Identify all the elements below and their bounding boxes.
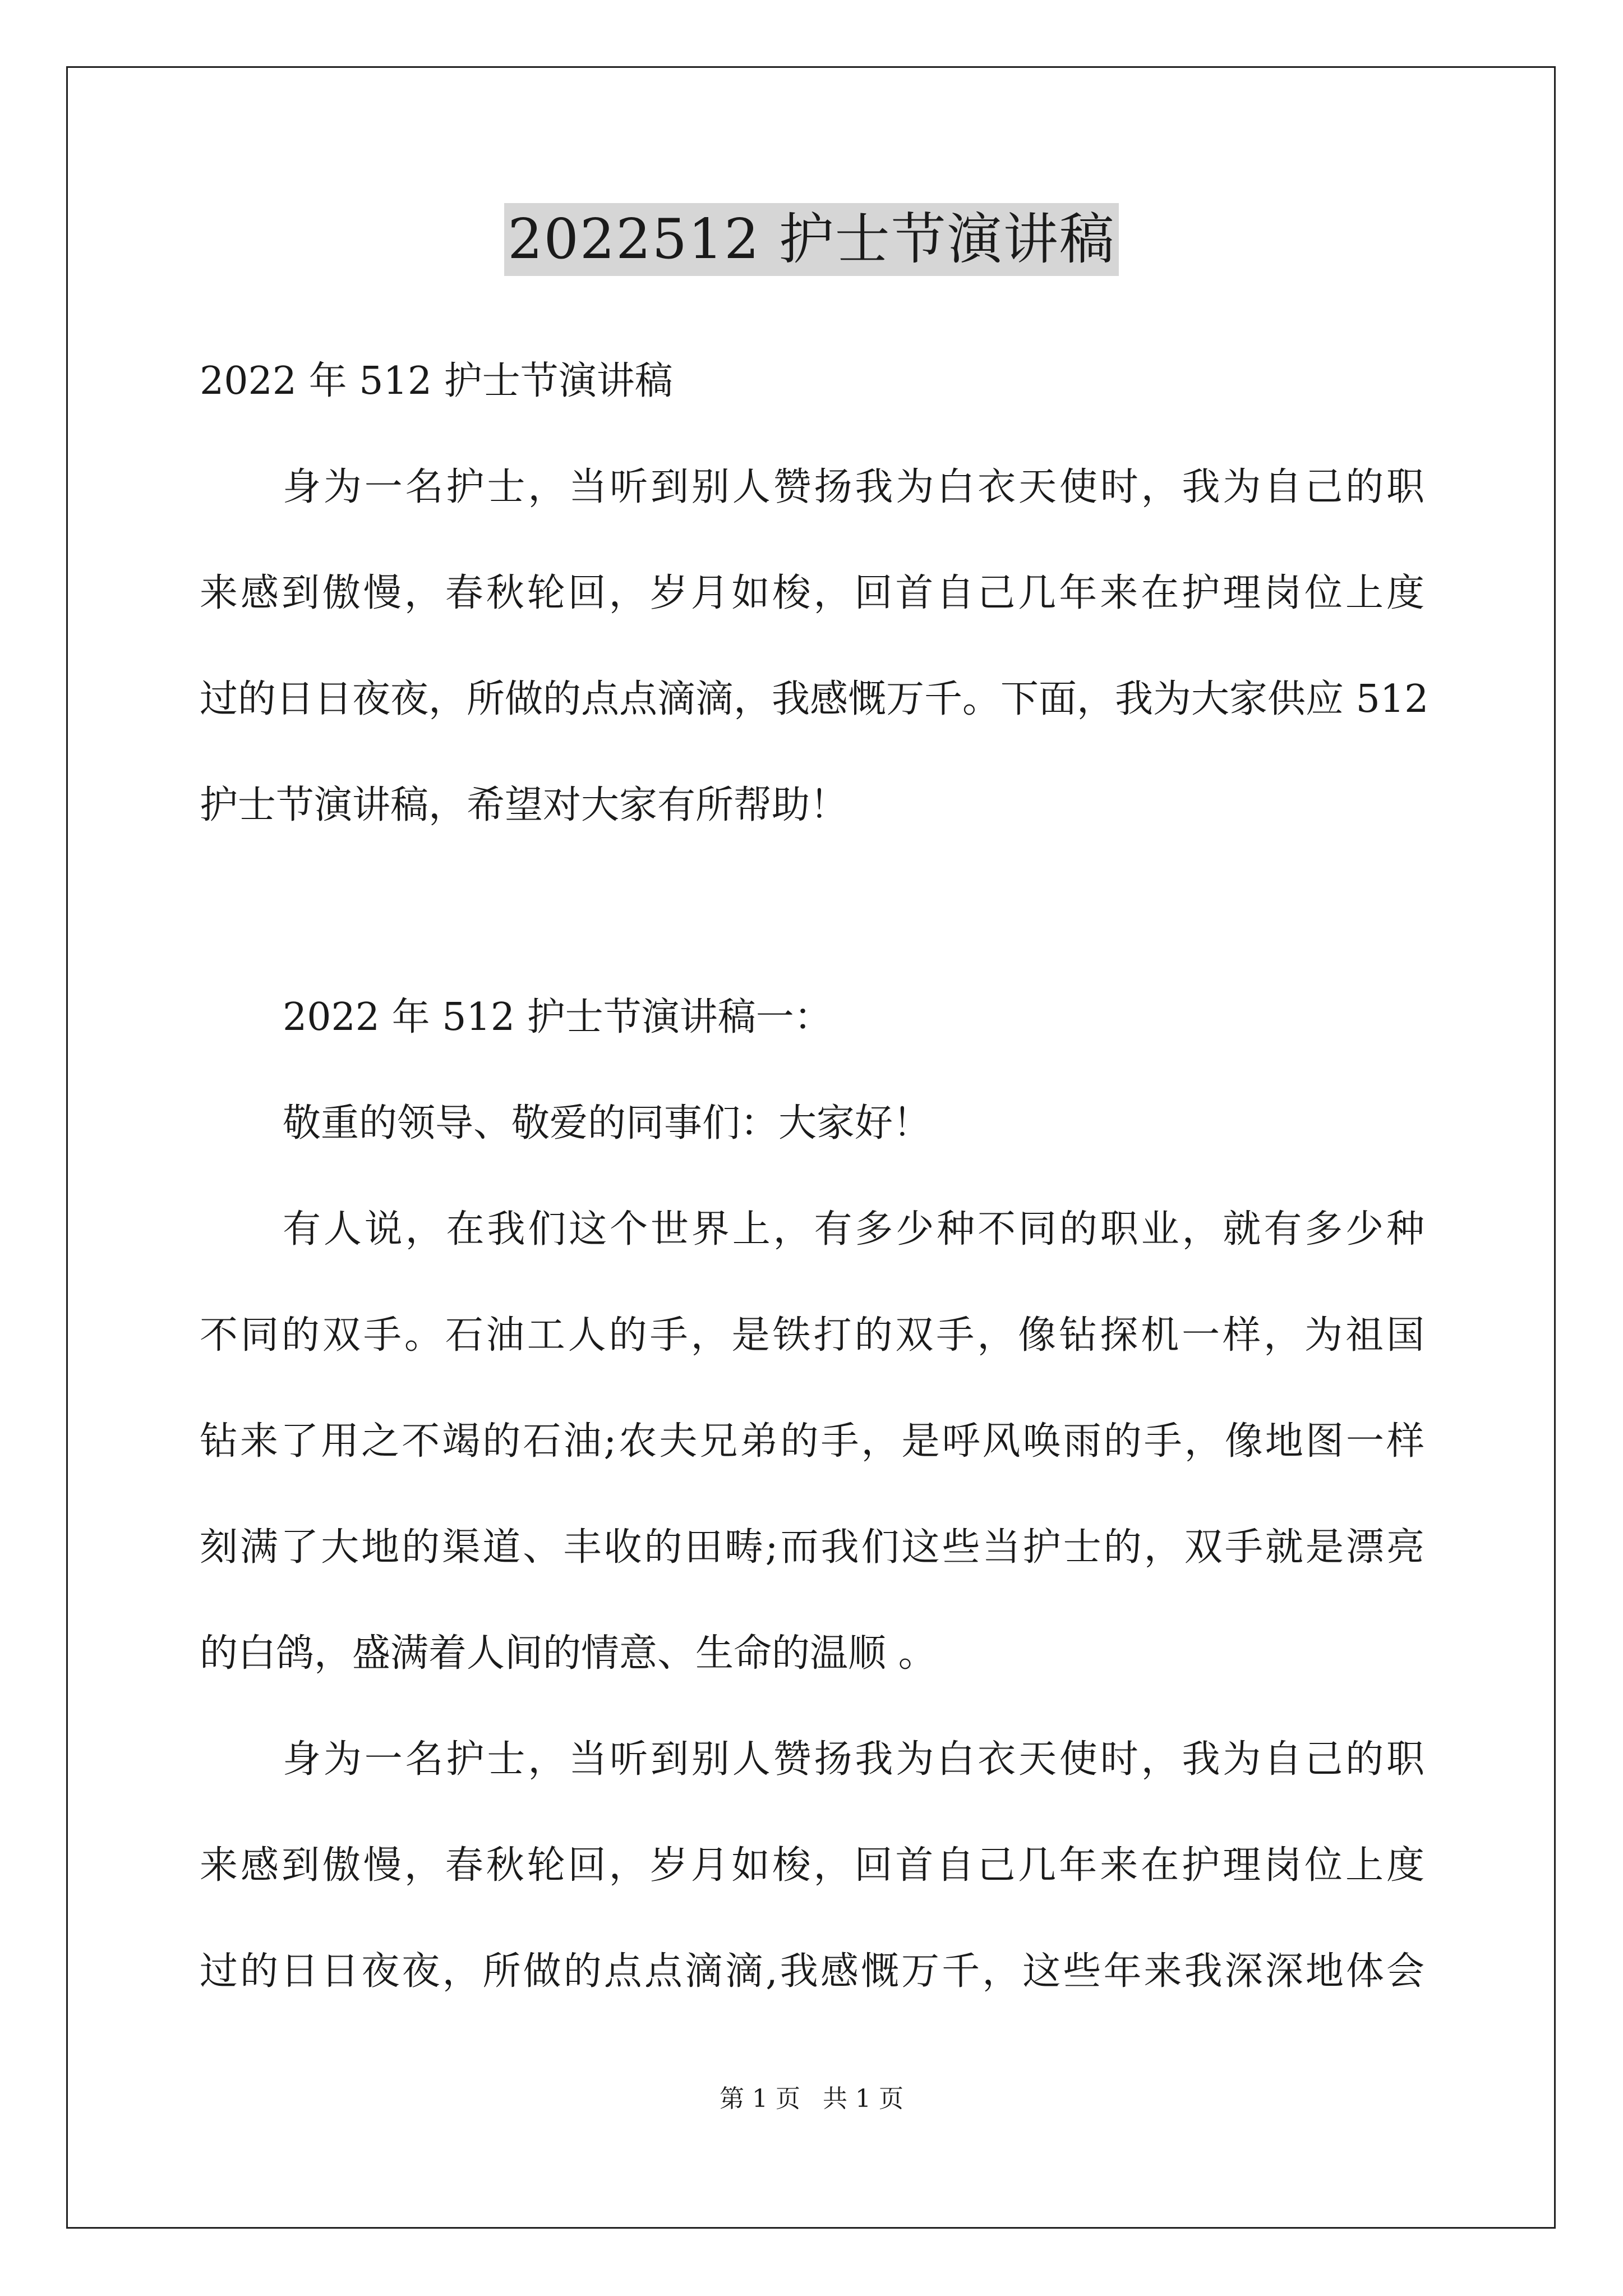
page-footer: [0, 2082, 1623, 2116]
text-line: 过的日日夜夜，所做的点点滴滴，我感慨万千。下面，我为大家供应 512: [200, 677, 1429, 721]
text-line: 有人说，在我们这个世界上，有多少种不同的职业，就有多少种: [283, 1207, 1424, 1251]
text-line: 身为一名护士，当听到别人赞扬我为白衣天使时，我为自己的职: [283, 465, 1424, 509]
document-title: 2022512 护士节演讲稿: [504, 203, 1119, 276]
salutation-line: 敬重的领导、敬爱的同事们：大家好！: [283, 1101, 932, 1145]
document-body: [200, 337, 1429, 2033]
paragraph-gap: [200, 867, 1424, 973]
section-heading: 2022 年 512 护士节演讲稿一：: [283, 995, 832, 1039]
page-total: 共 1 页: [823, 2085, 903, 2113]
text-line: 来感到傲慢，春秋轮回，岁月如梭，回首自己几年来在护理岗位上度: [200, 1843, 1424, 1888]
text-line: 护士节演讲稿，希望对大家有所帮助！: [200, 783, 849, 827]
text-line: 钻来了用之不竭的石油;农夫兄弟的手，是呼风唤雨的手，像地图一样: [200, 1419, 1424, 1464]
text-line: 不同的双手。石油工人的手，是铁打的双手，像钻探机一样，为祖国: [200, 1313, 1424, 1358]
text-line: 过的日日夜夜，所做的点点滴滴,我感慨万千，这些年来我深深地体会: [200, 1949, 1424, 1994]
subtitle-line: 2022 年 512 护士节演讲稿: [200, 359, 673, 403]
text-line: 刻满了大地的渠道、丰收的田畴;而我们这些当护士的，双手就是漂亮: [200, 1525, 1424, 1570]
text-line: 的白鸽，盛满着人间的情意、生命的温顺 。: [200, 1631, 937, 1676]
title-wrap: [0, 203, 1623, 276]
text-line: 身为一名护士，当听到别人赞扬我为白衣天使时，我为自己的职: [283, 1737, 1424, 1782]
page-number: 第 1 页: [720, 2085, 800, 2113]
text-line: 来感到傲慢，春秋轮回，岁月如梭，回首自己几年来在护理岗位上度: [200, 571, 1424, 615]
